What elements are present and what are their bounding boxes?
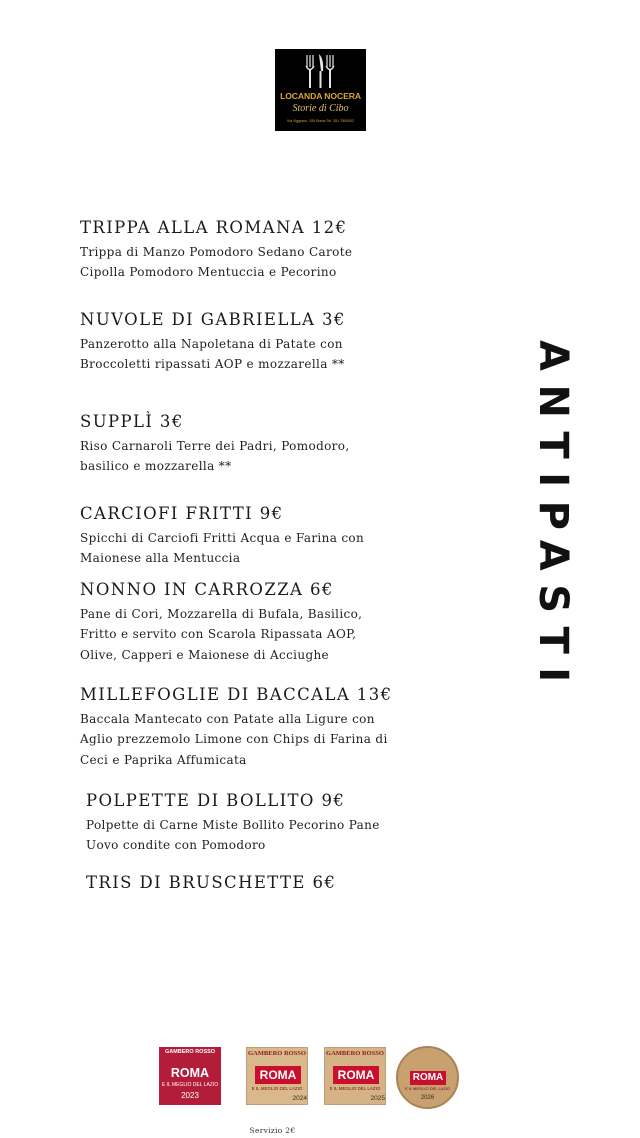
logo-address: Via Viggiano, 155 Roma Tel. 351 7592002: [286, 119, 355, 123]
description-line: Pane di Cori, Mozzarella di Bufala, Basilico,: [80, 607, 363, 621]
description-line: Baccala Mantecato con Patate alla Ligure con: [80, 712, 375, 726]
description-line: Fritto e servito con Scarola Ripassata AOP,: [80, 627, 357, 642]
description-line: Broccoletti ripassati AOP e mozzarella **: [80, 357, 345, 372]
badge-subtitle: E IL MEGLIO DEL LAZIO: [404, 1086, 451, 1091]
badge-city: ROMA: [170, 1066, 210, 1080]
menu-item: [86, 872, 336, 894]
badge-city: ROMA: [255, 1066, 301, 1084]
award-badge: [396, 1046, 459, 1109]
menu-item: [80, 684, 393, 770]
menu-item-name: SUPPLÌ 3€: [80, 412, 184, 431]
description-line: Cipolla Pomodoro Mentuccia e Pecorino: [80, 265, 337, 280]
description-line: Olive, Capperi e Maionese di Acciughe: [80, 647, 330, 662]
menu-item-name: MILLEFOGLIE DI BACCALA 13€: [80, 685, 393, 704]
menu-item: [80, 309, 346, 375]
menu-item: [80, 503, 364, 569]
description-line: basilico e mozzarella **: [80, 459, 232, 474]
menu-item-name: NONNO IN CARROZZA 6€: [80, 580, 334, 599]
menu-item: [80, 579, 362, 665]
menu-item-description: [80, 334, 346, 375]
menu-item-description: [80, 528, 364, 569]
badge-year: 2024: [292, 1095, 307, 1102]
badge-year: 2026: [420, 1095, 435, 1101]
menu-item-name: TRIS DI BRUSCHETTE 6€: [86, 873, 337, 892]
menu-item: [86, 790, 380, 856]
award-badge: [324, 1047, 386, 1105]
menu-item: [80, 217, 352, 283]
award-badge: [246, 1047, 308, 1105]
description-line: Aglio prezzemolo Limone con Chips di Farina di: [80, 732, 388, 747]
menu-item-description: [86, 815, 380, 856]
menu-item-description: [80, 709, 393, 770]
description-line: Panzerotto alla Napoletana di Patate con: [80, 337, 343, 351]
menu-item: [80, 411, 350, 477]
cutlery-icon: [275, 51, 366, 91]
description-line: Maionese alla Mentuccia: [80, 551, 241, 566]
service-charge-note: Servizio 2€: [249, 1126, 296, 1135]
menu-item-name: CARCIOFI FRITTI 9€: [80, 504, 284, 523]
menu-item-name: NUVOLE DI GABRIELLA 3€: [80, 310, 346, 329]
logo-tagline: Storie di Cibo: [292, 103, 349, 114]
description-line: Ceci e Paprika Affumicata: [80, 752, 247, 767]
award-badge: [159, 1047, 221, 1105]
badge-city: ROMA: [410, 1071, 446, 1085]
badge-publisher: GAMBERO ROSSO: [248, 1050, 306, 1057]
menu-item-description: [80, 242, 352, 283]
menu-item-description: [80, 436, 350, 477]
logo-name: LOCANDA NOCERA: [280, 91, 361, 101]
badge-publisher: GAMBERO ROSSO: [326, 1050, 384, 1057]
badge-year: 2023: [181, 1091, 199, 1100]
badge-subtitle: E IL MEGLIO DEL LAZIO: [251, 1086, 303, 1091]
badge-city: ROMA: [333, 1066, 379, 1084]
badge-subtitle: E IL MEGLIO DEL LAZIO: [161, 1082, 219, 1088]
description-line: Riso Carnaroli Terre dei Padri, Pomodoro,: [80, 439, 350, 453]
restaurant-logo: [275, 49, 366, 131]
menu-item-name: TRIPPA ALLA ROMANA 12€: [80, 218, 348, 237]
description-line: Spicchi di Carciofi Fritti Acqua e Farina con: [80, 531, 365, 545]
menu-item-description: [80, 604, 362, 665]
badge-subtitle: E IL MEGLIO DEL LAZIO: [329, 1086, 381, 1091]
section-title: ANTIPASTI: [530, 340, 576, 696]
badge-year: 2025: [370, 1095, 385, 1102]
badge-publisher: GAMBERO ROSSO: [164, 1049, 216, 1055]
description-line: Uovo condite con Pomodoro: [86, 838, 266, 853]
description-line: Polpette di Carne Miste Bollito Pecorino Pane: [86, 818, 380, 832]
menu-item-name: POLPETTE DI BOLLITO 9€: [86, 791, 346, 810]
description-line: Trippa di Manzo Pomodoro Sedano Carote: [80, 245, 353, 259]
